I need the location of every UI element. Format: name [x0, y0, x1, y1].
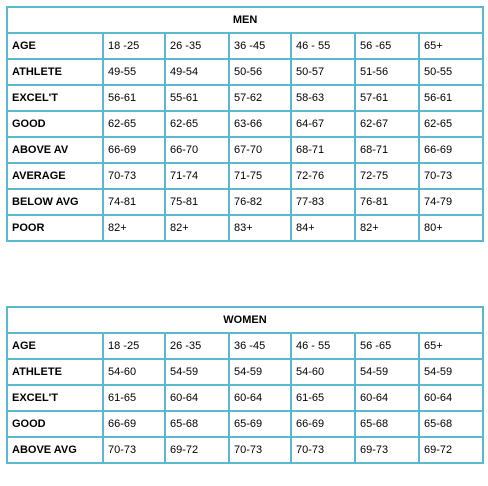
men-row-age	[7, 33, 483, 59]
table-cell: 54-59	[229, 359, 291, 385]
table-cell: 18 -25	[103, 33, 165, 59]
women-table-title: WOMEN	[7, 307, 483, 333]
table-cell: 62-67	[355, 111, 419, 137]
table-cell: 56 -65	[355, 33, 419, 59]
row-label: ABOVE AV	[7, 137, 103, 163]
table-cell: 71-74	[165, 163, 229, 189]
row-label: ATHLETE	[7, 59, 103, 85]
table-cell: 65-68	[419, 411, 483, 437]
table-cell: 36 -45	[229, 33, 291, 59]
table-cell: 84+	[291, 215, 355, 241]
table-cell: 70-73	[291, 437, 355, 463]
table-cell: 68-71	[291, 137, 355, 163]
table-cell: 82+	[103, 215, 165, 241]
row-label: EXCEL'T	[7, 85, 103, 111]
table-cell: 26 -35	[165, 333, 229, 359]
table-cell: 62-65	[419, 111, 483, 137]
table-cell: 54-59	[419, 359, 483, 385]
women-row-good	[7, 411, 483, 437]
table-cell: 51-56	[355, 59, 419, 85]
row-label: GOOD	[7, 411, 103, 437]
women-row-above-average	[7, 437, 483, 463]
table-cell: 72-76	[291, 163, 355, 189]
table-cell: 54-59	[165, 359, 229, 385]
table-cell: 65-68	[355, 411, 419, 437]
table-cell: 57-62	[229, 85, 291, 111]
table-cell: 76-82	[229, 189, 291, 215]
table-cell: 70-73	[229, 437, 291, 463]
men-row-excellent	[7, 85, 483, 111]
row-label: BELOW AVG	[7, 189, 103, 215]
row-label: AVERAGE	[7, 163, 103, 189]
table-cell: 56-61	[103, 85, 165, 111]
table-cell: 54-60	[103, 359, 165, 385]
table-cell: 66-69	[103, 137, 165, 163]
table-cell: 70-73	[419, 163, 483, 189]
table-cell: 66-69	[419, 137, 483, 163]
table-cell: 56 -65	[355, 333, 419, 359]
table-cell: 71-75	[229, 163, 291, 189]
table-cell: 61-65	[291, 385, 355, 411]
table-cell: 77-83	[291, 189, 355, 215]
table-cell: 36 -45	[229, 333, 291, 359]
table-cell: 62-65	[165, 111, 229, 137]
men-row-poor	[7, 215, 483, 241]
row-label: ATHLETE	[7, 359, 103, 385]
table-cell: 46 - 55	[291, 333, 355, 359]
men-row-above-average	[7, 137, 483, 163]
row-label: AGE	[7, 333, 103, 359]
men-row-average	[7, 163, 483, 189]
table-cell: 18 -25	[103, 333, 165, 359]
table-cell: 74-79	[419, 189, 483, 215]
table-cell: 65+	[419, 33, 483, 59]
table-cell: 63-66	[229, 111, 291, 137]
table-cell: 67-70	[229, 137, 291, 163]
table-cell: 49-54	[165, 59, 229, 85]
table-cell: 66-69	[103, 411, 165, 437]
row-label: GOOD	[7, 111, 103, 137]
table-cell: 69-73	[355, 437, 419, 463]
table-cell: 60-64	[419, 385, 483, 411]
table-cell: 50-56	[229, 59, 291, 85]
men-row-good	[7, 111, 483, 137]
table-cell: 66-70	[165, 137, 229, 163]
table-cell: 61-65	[103, 385, 165, 411]
table-cell: 50-55	[419, 59, 483, 85]
men-table-title: MEN	[7, 7, 483, 33]
women-row-athlete	[7, 359, 483, 385]
table-cell: 60-64	[229, 385, 291, 411]
table-cell: 60-64	[355, 385, 419, 411]
table-cell: 65+	[419, 333, 483, 359]
table-cell: 70-73	[103, 163, 165, 189]
women-row-age	[7, 333, 483, 359]
table-cell: 69-72	[419, 437, 483, 463]
table-cell: 82+	[165, 215, 229, 241]
women-row-excellent	[7, 385, 483, 411]
table-cell: 65-69	[229, 411, 291, 437]
table-cell: 62-65	[103, 111, 165, 137]
table-cell: 46 - 55	[291, 33, 355, 59]
table-cell: 69-72	[165, 437, 229, 463]
table-cell: 50-57	[291, 59, 355, 85]
men-row-below-average	[7, 189, 483, 215]
table-cell: 26 -35	[165, 33, 229, 59]
table-cell: 57-61	[355, 85, 419, 111]
row-label: EXCEL'T	[7, 385, 103, 411]
table-cell: 74-81	[103, 189, 165, 215]
table-cell: 76-81	[355, 189, 419, 215]
table-cell: 56-61	[419, 85, 483, 111]
table-cell: 60-64	[165, 385, 229, 411]
table-cell: 68-71	[355, 137, 419, 163]
table-cell: 66-69	[291, 411, 355, 437]
table-cell: 65-68	[165, 411, 229, 437]
table-cell: 55-61	[165, 85, 229, 111]
men-row-athlete	[7, 59, 483, 85]
row-label: ABOVE AVG	[7, 437, 103, 463]
women-heart-rate-table	[6, 306, 484, 464]
table-cell: 72-75	[355, 163, 419, 189]
table-cell: 54-60	[291, 359, 355, 385]
row-label: POOR	[7, 215, 103, 241]
table-cell: 83+	[229, 215, 291, 241]
table-cell: 70-73	[103, 437, 165, 463]
table-cell: 54-59	[355, 359, 419, 385]
row-label: AGE	[7, 33, 103, 59]
table-cell: 82+	[355, 215, 419, 241]
table-cell: 80+	[419, 215, 483, 241]
men-heart-rate-table	[6, 6, 484, 242]
table-cell: 49-55	[103, 59, 165, 85]
table-cell: 75-81	[165, 189, 229, 215]
table-cell: 64-67	[291, 111, 355, 137]
table-cell: 58-63	[291, 85, 355, 111]
